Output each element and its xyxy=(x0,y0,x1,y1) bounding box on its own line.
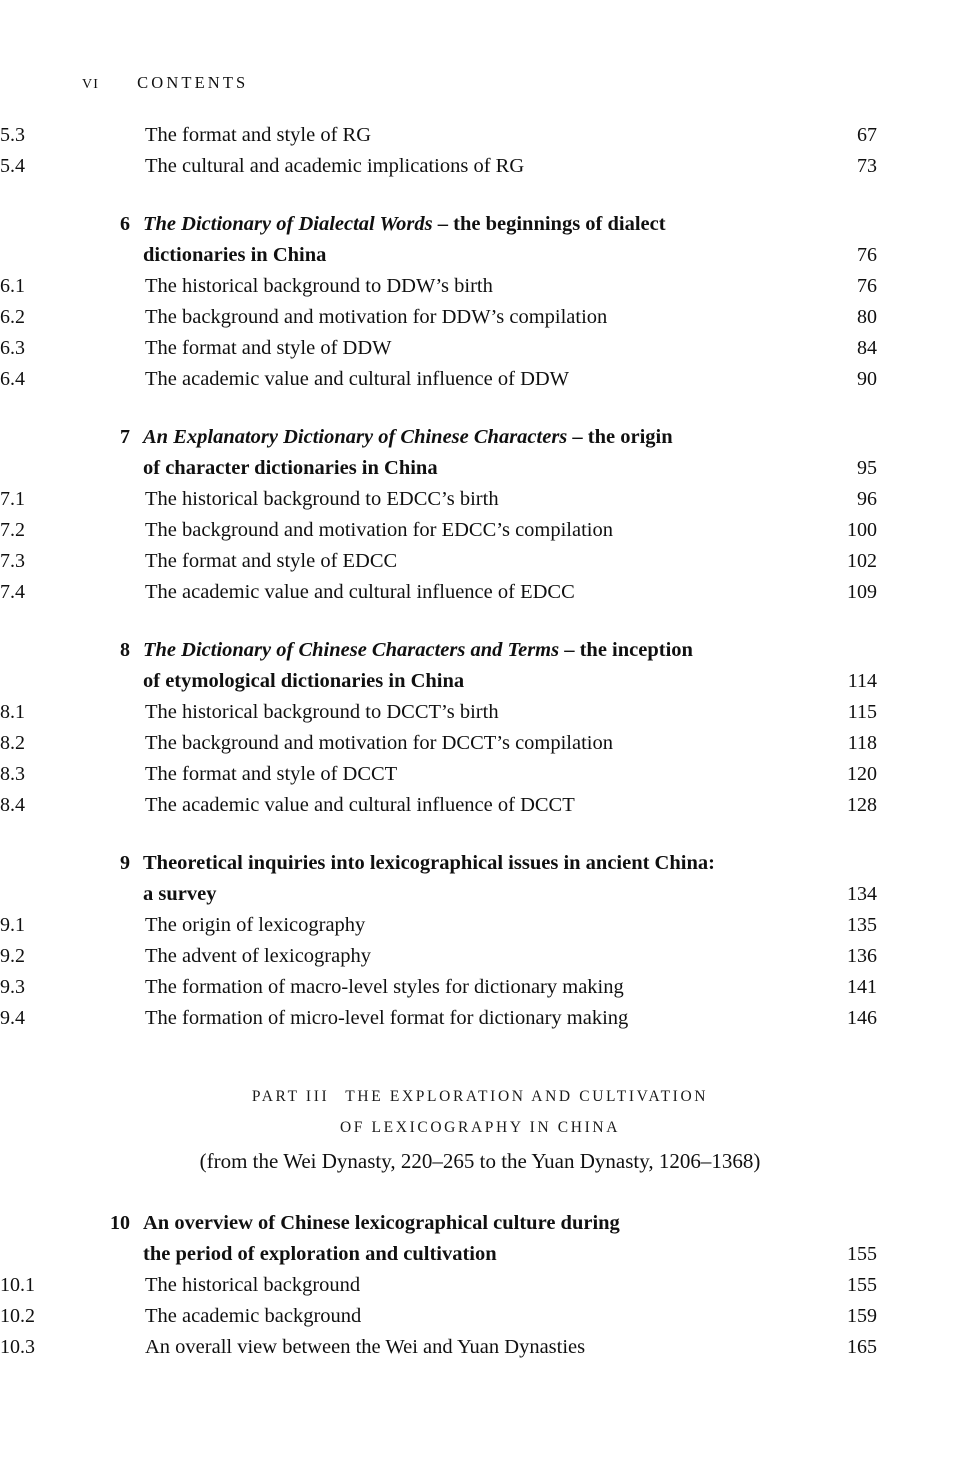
running-head xyxy=(82,72,248,94)
toc-section-number-text: 5.4 xyxy=(0,155,25,177)
toc-section-number xyxy=(0,364,133,395)
toc-section-number xyxy=(0,972,133,1003)
toc-page-number: 67 xyxy=(857,124,877,146)
toc-section-title: The academic value and cultural influence of DDW xyxy=(145,368,570,390)
toc-section-entry[interactable] xyxy=(0,697,960,728)
toc-section-entry[interactable] xyxy=(0,1270,960,1301)
toc-section-number-text: 10.2 xyxy=(0,1305,35,1327)
toc-page-number: 128 xyxy=(847,794,877,816)
toc-section-entry[interactable] xyxy=(0,364,960,395)
part-date-range: (from the Wei Dynasty, 220–265 to the Yuan Dynasty, 1206–1368) xyxy=(199,1149,761,1173)
toc-page-number: 90 xyxy=(857,368,877,390)
toc-chapter-title-italic: The Dictionary of Dialectal Words xyxy=(143,213,433,235)
toc-section-title: The background and motivation for DDW’s compilation xyxy=(145,306,608,328)
toc-chapter-entry[interactable] xyxy=(0,848,960,879)
toc-page-number: 102 xyxy=(847,550,877,572)
toc-section-number-text: 6.3 xyxy=(0,337,25,359)
toc-section-title: The advent of lexicography xyxy=(145,945,371,967)
toc-page-number: 135 xyxy=(847,914,877,936)
toc-section-number xyxy=(0,577,133,608)
toc-section-entry[interactable] xyxy=(0,546,960,577)
toc-section-number-text: 7.4 xyxy=(0,581,25,603)
toc-section-entry[interactable] xyxy=(0,515,960,546)
toc-page-number: 100 xyxy=(847,519,877,541)
toc-chapter-title-italic: The Dictionary of Chinese Characters and Terms xyxy=(143,639,560,661)
toc-section-number xyxy=(0,1270,133,1301)
toc-chapter-title: An overview of Chinese lexicographical culture during xyxy=(143,1212,620,1234)
toc-page-number: 95 xyxy=(857,457,877,479)
toc-section-title: An overall view between the Wei and Yuan Dynasties xyxy=(145,1336,586,1358)
toc-page-number: 120 xyxy=(847,763,877,785)
toc-page-number: 146 xyxy=(847,1007,877,1029)
toc-section-number-text: 8.4 xyxy=(0,794,25,816)
toc-section-number xyxy=(0,1332,133,1363)
toc-section-title: The format and style of EDCC xyxy=(145,550,398,572)
part-label: PART III xyxy=(251,1088,330,1105)
toc-section-number-text: 8.1 xyxy=(0,701,25,723)
toc-chapter-title-continued: the period of exploration and cultivation xyxy=(143,1243,497,1265)
toc-section-number xyxy=(0,1003,133,1034)
toc-section-entry[interactable] xyxy=(0,759,960,790)
toc-section-number-text: 6.2 xyxy=(0,306,25,328)
part-heading-line-1 xyxy=(0,1081,960,1112)
toc-section-number-text: 7.2 xyxy=(0,519,25,541)
toc-section-title: The academic background xyxy=(145,1305,362,1327)
toc-section-entry[interactable] xyxy=(0,577,960,608)
toc-section-entry[interactable] xyxy=(0,333,960,364)
toc-section-number xyxy=(0,697,133,728)
toc-section-number-text: 9.2 xyxy=(0,945,25,967)
toc-section-entry[interactable] xyxy=(0,302,960,333)
toc-section-number xyxy=(0,910,133,941)
toc-chapter-title-continued: a survey xyxy=(143,883,217,905)
toc-group xyxy=(0,635,960,821)
toc-section-number-text: 8.3 xyxy=(0,763,25,785)
toc-section-number-text: 6.4 xyxy=(0,368,25,390)
toc-page-number: 115 xyxy=(847,701,877,723)
toc-chapter-title-continued: of etymological dictionaries in China xyxy=(143,670,465,692)
toc-section-entry[interactable] xyxy=(0,910,960,941)
toc-section-entry[interactable] xyxy=(0,728,960,759)
toc-section-number xyxy=(0,941,133,972)
toc-section-entry[interactable] xyxy=(0,151,960,182)
toc-chapter-title: The Dictionary of Chinese Characters and Terms – the inception xyxy=(143,639,693,661)
toc-section-entry[interactable] xyxy=(0,484,960,515)
toc-section-title: The academic value and cultural influence of EDCC xyxy=(145,581,575,603)
toc-section-title: The formation of micro-level format for dictionary making xyxy=(145,1007,629,1029)
toc-section-number xyxy=(0,1301,133,1332)
toc-page-number: 134 xyxy=(847,883,877,905)
toc-page-number: 76 xyxy=(857,244,877,266)
toc-page-number: 84 xyxy=(857,337,877,359)
toc-chapter-entry[interactable] xyxy=(0,209,960,240)
toc-group xyxy=(0,209,960,395)
folio-number: vi xyxy=(82,72,100,93)
toc-page-number: 155 xyxy=(847,1243,877,1265)
toc-section-number-text: 10.3 xyxy=(0,1336,35,1358)
toc-chapter-number: 6 xyxy=(120,213,130,235)
toc-section-number xyxy=(0,546,133,577)
toc-section-title: The format and style of RG xyxy=(145,124,372,146)
toc-section-number-text: 10.1 xyxy=(0,1274,35,1296)
toc-section-number xyxy=(0,759,133,790)
toc-chapter-title: The Dictionary of Dialectal Words – the beginnings of dialect xyxy=(143,213,666,235)
toc-section-entry[interactable] xyxy=(0,972,960,1003)
toc-section-number-text: 9.1 xyxy=(0,914,25,936)
part-title-line-2: OF LEXICOGRAPHY IN CHINA xyxy=(339,1119,621,1136)
toc-section-number xyxy=(0,790,133,821)
toc-section-title: The origin of lexicography xyxy=(145,914,366,936)
toc-section-number xyxy=(0,484,133,515)
toc-chapter-number: 10 xyxy=(110,1212,130,1234)
toc-section-entry[interactable] xyxy=(0,1003,960,1034)
toc-chapter-entry[interactable] xyxy=(0,422,960,453)
toc-section-number-text: 9.4 xyxy=(0,1007,25,1029)
toc-page-number: 109 xyxy=(847,581,877,603)
toc-section-number-text: 5.3 xyxy=(0,124,25,146)
toc-section-number-text: 8.2 xyxy=(0,732,25,754)
toc-group xyxy=(0,848,960,1034)
toc-section-number-text: 6.1 xyxy=(0,275,25,297)
toc-chapter-number: 9 xyxy=(120,852,130,874)
toc-section-number xyxy=(0,120,133,151)
toc-page-number: 114 xyxy=(847,670,877,692)
toc-section-title: The historical background to EDCC’s birth xyxy=(145,488,499,510)
toc-chapter-title-continued: of character dictionaries in China xyxy=(143,457,438,479)
toc-section-number-text: 9.3 xyxy=(0,976,25,998)
toc-section-number xyxy=(0,151,133,182)
toc-section-title: The cultural and academic implications of RG xyxy=(145,155,525,177)
toc-section-entry[interactable] xyxy=(0,1301,960,1332)
toc-section-entry[interactable] xyxy=(0,941,960,972)
toc-page-number: 96 xyxy=(857,488,877,510)
toc-chapter-entry[interactable] xyxy=(0,635,960,666)
toc-section-number xyxy=(0,271,133,302)
toc-page-number: 76 xyxy=(857,275,877,297)
toc-page-number: 73 xyxy=(857,155,877,177)
toc-section-entry[interactable] xyxy=(0,1332,960,1363)
toc-chapter-entry[interactable] xyxy=(0,1208,960,1239)
toc-section-title: The format and style of DDW xyxy=(145,337,392,359)
toc-chapter-entry-continuation[interactable] xyxy=(0,1239,960,1270)
toc-page-number: 141 xyxy=(847,976,877,998)
toc-section-number xyxy=(0,728,133,759)
toc-chapter-title: Theoretical inquiries into lexicographical issues in ancient China: xyxy=(143,852,715,874)
toc-section-number xyxy=(0,333,133,364)
toc-section-number-text: 7.1 xyxy=(0,488,25,510)
toc-section-number-text: 7.3 xyxy=(0,550,25,572)
toc-page-number: 159 xyxy=(847,1305,877,1327)
toc-chapter-number: 8 xyxy=(120,639,130,661)
toc-chapter-entry-continuation[interactable] xyxy=(0,453,960,484)
toc-page-number: 165 xyxy=(847,1336,877,1358)
running-head-label: CONTENTS xyxy=(137,73,249,92)
toc-section-number xyxy=(0,515,133,546)
part-heading xyxy=(0,1081,960,1178)
toc-section-entry[interactable] xyxy=(0,271,960,302)
toc-page-number: 136 xyxy=(847,945,877,967)
toc-section-title: The historical background xyxy=(145,1274,361,1296)
toc-section-title: The format and style of DCCT xyxy=(145,763,398,785)
toc-chapter-entry-continuation[interactable] xyxy=(0,240,960,271)
toc-section-number xyxy=(0,302,133,333)
toc-section-title: The historical background to DDW’s birth xyxy=(145,275,493,297)
toc-page-number: 155 xyxy=(847,1274,877,1296)
toc-section-title: The background and motivation for DCCT’s compilation xyxy=(145,732,613,754)
toc-section-title: The formation of macro-level styles for dictionary making xyxy=(145,976,624,998)
toc-group xyxy=(0,1208,960,1363)
toc-chapter-entry-continuation[interactable] xyxy=(0,879,960,910)
toc-chapter-title-continued: dictionaries in China xyxy=(143,244,327,266)
toc-section-title: The academic value and cultural influence of DCCT xyxy=(145,794,575,816)
toc-group xyxy=(0,422,960,608)
table-of-contents xyxy=(0,120,960,1363)
toc-section-entry[interactable] xyxy=(0,120,960,151)
toc-page-number: 118 xyxy=(847,732,877,754)
toc-chapter-number: 7 xyxy=(120,426,130,448)
part-title-line-1: THE EXPLORATION AND CULTIVATION xyxy=(345,1088,709,1105)
toc-chapter-title-italic: An Explanatory Dictionary of Chinese Characters xyxy=(143,426,568,448)
toc-page-number: 80 xyxy=(857,306,877,328)
toc-section-entry[interactable] xyxy=(0,790,960,821)
toc-chapter-title: An Explanatory Dictionary of Chinese Characters – the origin xyxy=(143,426,673,448)
toc-group xyxy=(0,120,960,182)
toc-section-title: The historical background to DCCT’s birth xyxy=(145,701,499,723)
toc-section-title: The background and motivation for EDCC’s compilation xyxy=(145,519,613,541)
toc-chapter-entry-continuation[interactable] xyxy=(0,666,960,697)
